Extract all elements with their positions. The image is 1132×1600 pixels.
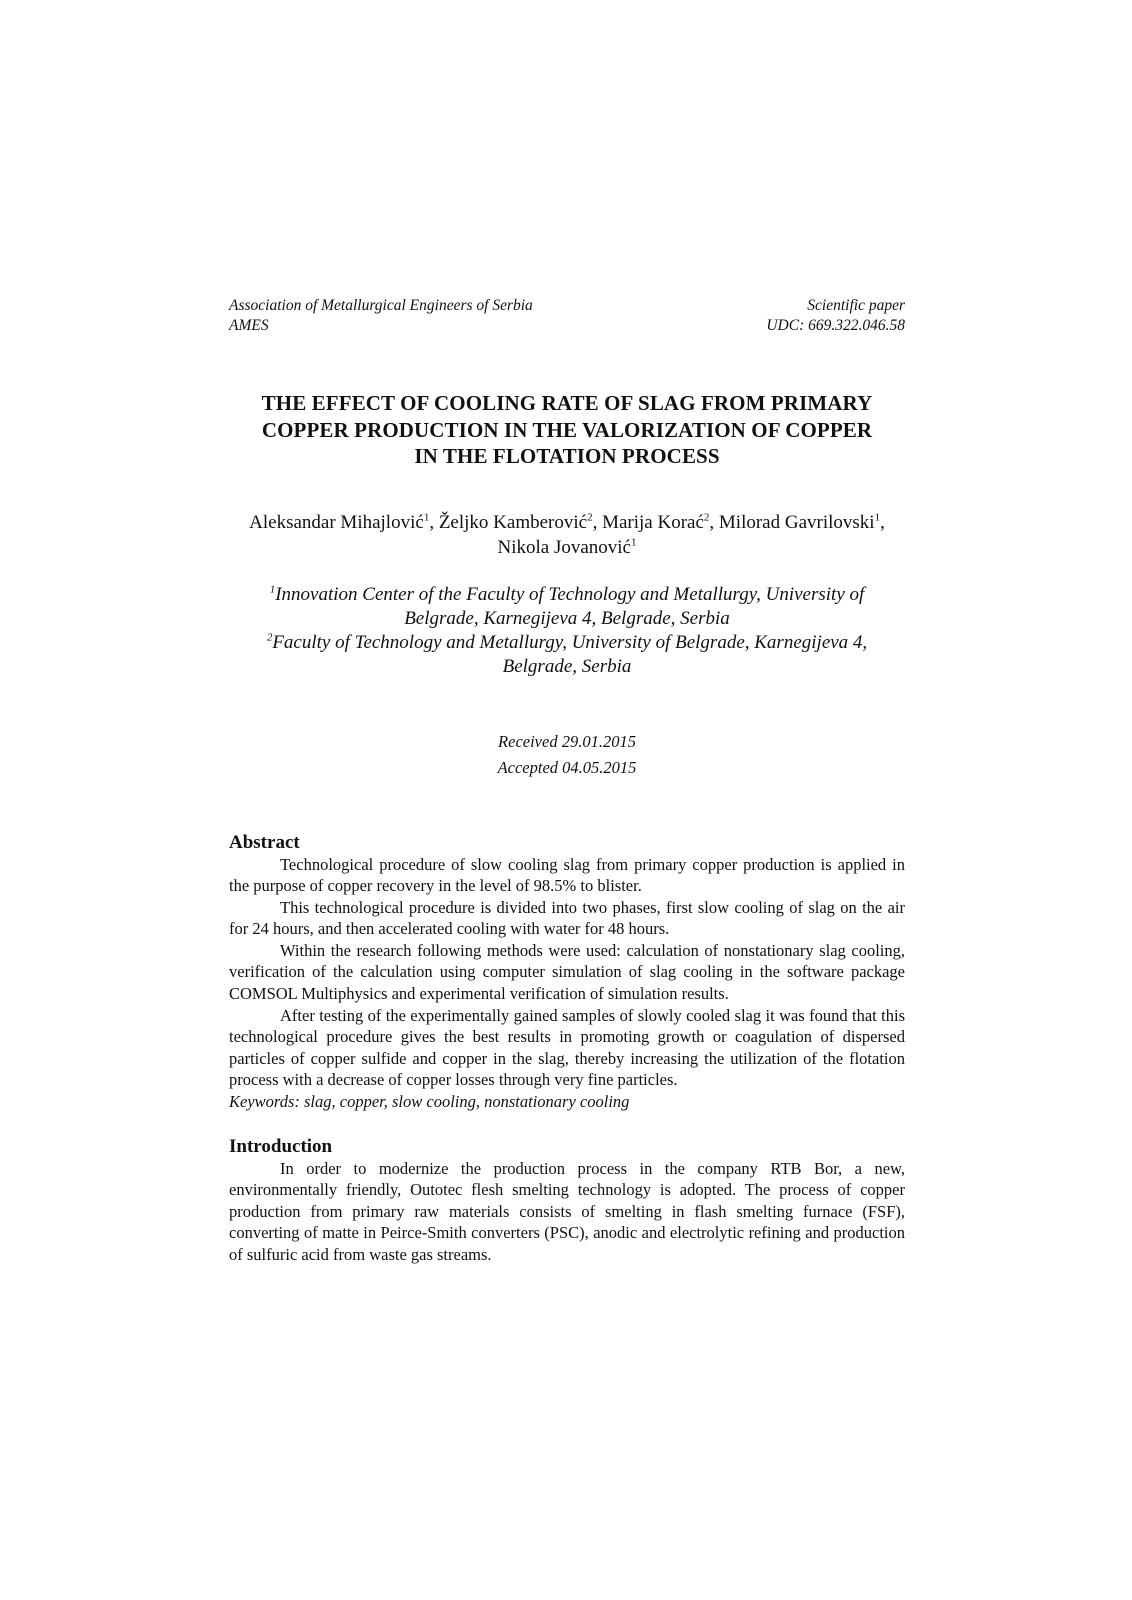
header-left bbox=[229, 296, 533, 336]
journal-abbrev: AMES bbox=[229, 317, 269, 334]
title-line: COPPER PRODUCTION IN THE VALORIZATION OF COPPER bbox=[261, 417, 873, 442]
abstract-body bbox=[229, 854, 905, 1113]
paper-title bbox=[229, 390, 905, 470]
affiliation-mark: 1 bbox=[423, 511, 430, 524]
abstract-heading: Abstract bbox=[229, 831, 300, 853]
affiliation-mark: 1 bbox=[269, 583, 276, 596]
abstract-paragraph: Technological procedure of slow cooling slag from primary copper production is applied in the purpose of copper recovery in the level of 98.5% to blister. bbox=[229, 854, 905, 896]
dates bbox=[229, 729, 905, 781]
abstract-paragraph: Within the research following methods were used: calculation of nonstationary slag cooling, verification of the calculation using computer simulation of slag cooling in the software package COMSOL Multiphysics and experimental verification of simulation results. bbox=[229, 940, 905, 1004]
author-name: Marija Korać bbox=[602, 511, 704, 533]
affiliation-mark: 1 bbox=[631, 536, 637, 549]
udc-code: UDC: 669.322.046.58 bbox=[766, 317, 905, 334]
accepted-date: Accepted 04.05.2015 bbox=[497, 757, 637, 777]
author-list: Aleksandar Mihajlović$^1$, Željko Kamberović$^2$, Marija Korać$^2$, Milorad Gavrilovski$^1$, Nikola Jovanović$^1$ bbox=[249, 511, 885, 558]
abstract-paragraph: After testing of the experimentally gained samples of slowly cooled slag it was found that this technological procedure gives the best results in promoting growth or coagulation of dispersed particles of copper sulfide and copper in the slag, thereby increasing the utilization of the flotation process with a decrease of copper losses through very fine particles. bbox=[229, 1005, 905, 1090]
introduction-paragraph: In order to modernize the production process in the company RTB Bor, a new, environmentally friendly, Outotec flesh smelting technology is adopted. The process of copper production from primary raw materials consists of smelting in flash smelting furnace (FSF), converting of matte in Peirce-Smith converters (PSC), anodic and electrolytic refining and production of sulfuric acid from waste gas streams. bbox=[229, 1158, 905, 1264]
header-right bbox=[766, 296, 905, 336]
title-line: THE EFFECT OF COOLING RATE OF SLAG FROM PRIMARY bbox=[261, 391, 873, 415]
author-name: Milorad Gavrilovski bbox=[718, 511, 875, 533]
title-line: IN THE FLOTATION PROCESS bbox=[414, 444, 720, 468]
received-date: Received 29.01.2015 bbox=[498, 731, 636, 751]
author-name: Nikola Jovanović bbox=[497, 536, 631, 558]
paper-type: Scientific paper bbox=[807, 297, 905, 314]
keywords: Keywords: slag, copper, slow cooling, nonstationary cooling bbox=[229, 1092, 630, 1112]
paper-page bbox=[229, 296, 905, 1266]
affiliations bbox=[229, 583, 905, 679]
affiliation-mark: 2 bbox=[266, 631, 273, 644]
author-name: Željko Kamberović bbox=[438, 511, 588, 533]
introduction-body bbox=[229, 1158, 905, 1266]
introduction-heading: Introduction bbox=[229, 1135, 333, 1157]
affiliation: $^1$Innovation Center of the Faculty of Technology and Metallurgy, University of Belgrade, Karnegijeva 4, Belgrade, Serbia bbox=[269, 583, 865, 629]
journal-name: Association of Metallurgical Engineers of Serbia bbox=[229, 297, 533, 314]
affiliation-mark: 2 bbox=[703, 511, 710, 524]
running-header bbox=[229, 296, 905, 336]
author-name: Aleksandar Mihajlović bbox=[249, 511, 424, 533]
abstract-paragraph: This technological procedure is divided into two phases, first slow cooling of slag on the air for 24 hours, and then accelerated cooling with water for 48 hours. bbox=[229, 897, 905, 939]
affiliation: $^2$Faculty of Technology and Metallurgy, University of Belgrade, Karnegijeva 4, Belgrade, Serbia bbox=[266, 631, 868, 677]
affiliation-mark: 1 bbox=[874, 511, 881, 524]
affiliation-mark: 2 bbox=[587, 511, 593, 524]
